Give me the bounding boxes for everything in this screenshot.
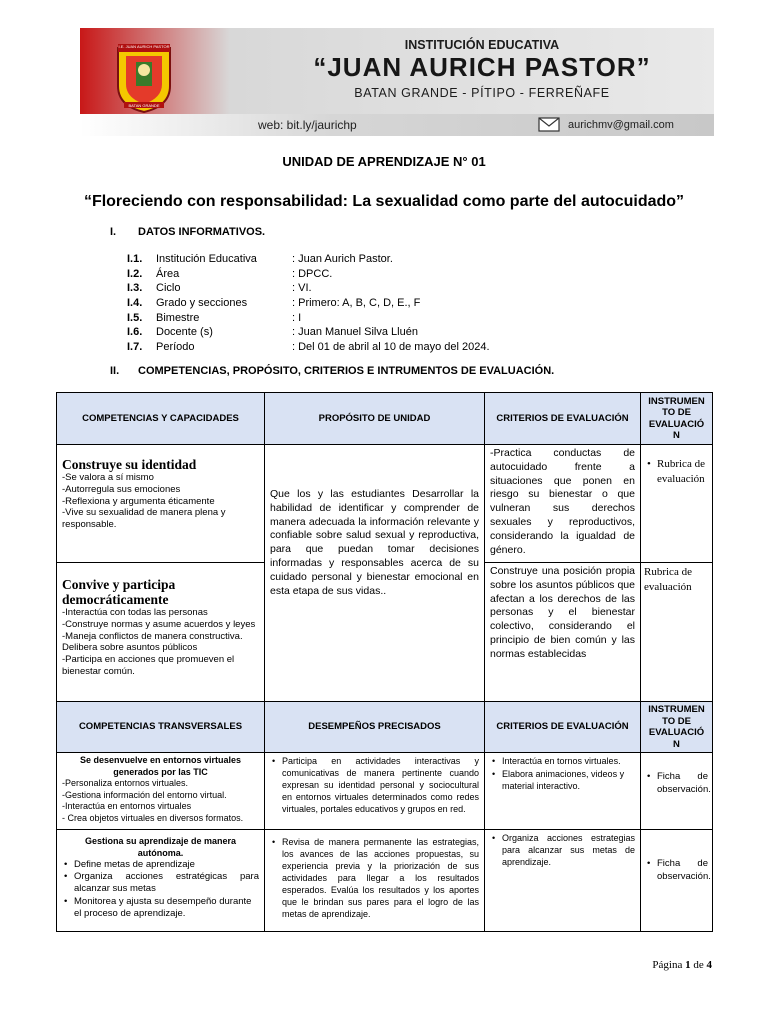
instrument-item: • Ficha de observación.: [645, 771, 708, 796]
table-header-instrument: INSTRUMEN TO DE EVALUACIÓ N: [640, 701, 713, 753]
capacity-item: -Reflexiona y argumenta éticamente: [62, 495, 215, 507]
transversal-competency-cell: [56, 752, 265, 830]
competency-cell: [56, 562, 265, 702]
info-code: I.1.: [127, 253, 143, 265]
website-link[interactable]: web: bit.ly/jaurichp: [258, 118, 357, 132]
info-label: Período: [156, 341, 195, 354]
instrument-item: • Ficha de observación.: [645, 858, 708, 883]
competency-cell: [56, 444, 265, 563]
instrument-cell: Rubrica de evaluación: [640, 562, 713, 702]
unit-purpose-cell: Que los y las estudiantes Desarrollar la habilidad de identificar y comprender de manera adecuada la información relevante y confiable sobre salud sexual y reproductiva, para que puedan tomar decisiones informadas y responsables acerca de su cuidado personal y bienestar emocional en esta etapa de sus vidas..: [264, 444, 485, 702]
info-label: Grado y secciones: [156, 297, 248, 310]
info-list: [127, 253, 490, 356]
performance-item: • Revisa de manera permanente las estrategias, los avances de las acciones propuestas, su experiencia previa y la priorización de sus actividades para llegar a los resultados esperados. Evalúa los resultados y los aportes que le brindan sus pares para el logro de las metas de aprendizaje.: [270, 836, 479, 920]
table-header-transversal: COMPETENCIAS TRANSVERSALES: [56, 701, 265, 753]
section-2-title: COMPETENCIAS, PROPÓSITO, CRITERIOS E INTRUMENTOS DE EVALUACIÓN.: [138, 365, 555, 377]
criteria-cell: Construye una posición propia sobre los asuntos públicos que afectan a los derechos de las personas y el bienestar colectivo, considerando el principio de bien común y las normas establecidas: [484, 562, 641, 702]
info-row: [127, 341, 490, 356]
section-2-heading: [110, 365, 554, 377]
section-1-title: DATOS INFORMATIVOS.: [138, 226, 266, 238]
instrument-item: • Rubrica de evaluación: [645, 457, 708, 486]
institution-label: INSTITUCIÓN EDUCATIVA: [404, 38, 560, 52]
section-2-number: II.: [110, 365, 120, 377]
capacity-item: -Personaliza entornos virtuales.: [62, 778, 189, 788]
performance-cell: [264, 829, 485, 932]
criteria-cell: [484, 829, 641, 932]
criteria-item: • Interactúa en tornos virtuales.: [490, 755, 635, 768]
info-value: : I: [292, 311, 302, 324]
capacity-item: -Vive su sexualidad de manera plena y responsable.: [62, 507, 226, 531]
competencies-table: [56, 392, 713, 932]
capacity-item: - Crea objetos virtuales en diversos formatos.: [62, 812, 244, 823]
table-header-instrument: INSTRUMEN TO DE EVALUACIÓ N: [640, 392, 713, 445]
info-code: I.4.: [127, 297, 143, 310]
capacity-item: -Interactúa con todas las personas: [62, 607, 208, 618]
info-label: Docente (s): [156, 326, 213, 339]
info-value: : Primero: A, B, C, D, E., F: [292, 297, 421, 310]
info-value: : VI.: [292, 282, 312, 295]
criteria-item: • Elabora animaciones, videos y material interactivo.: [490, 768, 635, 793]
instrument-cell: [640, 752, 713, 830]
table-header-purpose: PROPÓSITO DE UNIDAD: [264, 392, 485, 445]
transversal-title: Gestiona su aprendizaje de manera autónoma.: [84, 836, 237, 858]
info-code: I.5.: [127, 311, 143, 324]
info-code: I.7.: [127, 341, 143, 354]
performance-item: • Participa en actividades interactivas y comunicativas de manera pertinente cuando expresan su identidad personal y sociocultural en entornos virtuales determinados como redes virtuales, portales educativos y grupos en red.: [270, 755, 479, 815]
competency-title: Convive y participa democráticamente: [62, 577, 176, 607]
info-label: Ciclo: [156, 282, 181, 295]
info-row: [127, 253, 490, 268]
info-value: : Del 01 de abril al 10 de mayo del 2024.: [292, 341, 490, 354]
email-link[interactable]: aurichmv@gmail.com: [568, 119, 674, 131]
table-header-performance: DESEMPEÑOS PRECISADOS: [264, 701, 485, 753]
transversal-title: Se desenvuelve en entornos virtuales generados por las TIC: [79, 755, 242, 777]
info-label: Área: [156, 267, 180, 280]
footer-prefix: Página: [652, 959, 686, 971]
info-value: : Juan Manuel Silva Lluén: [292, 326, 418, 339]
instrument-cell: [640, 444, 713, 563]
capacity-item: -Interactúa en entornos virtuales: [62, 801, 192, 811]
capacity-item: • Monitorea y ajusta su desempeño durante el proceso de aprendizaje.: [62, 896, 259, 920]
table-header-criteria: CRITERIOS DE EVALUACIÓN: [484, 701, 641, 753]
unit-title: UNIDAD DE APRENDIZAJE N° 01: [282, 154, 486, 169]
capacity-item: -Autorregula sus emociones: [62, 483, 181, 495]
crest-ribbon-text: I.E. JUAN AURICH PASTOR: [118, 44, 170, 49]
crest-bottom-text: BATAN GRANDE: [128, 103, 160, 108]
capacity-item: • Organiza acciones estratégicas para alcanzar sus metas: [62, 871, 259, 895]
institution-name: “JUAN AURICH PASTOR”: [313, 52, 651, 82]
info-code: I.6.: [127, 326, 143, 339]
info-row: [127, 268, 490, 283]
info-row: [127, 312, 490, 327]
criteria-cell: [484, 752, 641, 830]
capacity-item: -Se valora a sí mismo: [62, 472, 154, 483]
page-footer: [652, 959, 712, 971]
info-row: [127, 297, 490, 312]
info-value: : DPCC.: [292, 267, 333, 280]
info-code: I.2.: [127, 267, 143, 280]
info-code: I.3.: [127, 282, 143, 295]
page-number: 1: [685, 959, 691, 971]
page-total: 4: [706, 959, 712, 971]
transversal-competency-cell: [56, 829, 265, 932]
capacity-item: -Maneja conflictos de manera constructiva. Delibera sobre asuntos públicos: [62, 630, 243, 654]
info-value: : Juan Aurich Pastor.: [292, 253, 393, 265]
criteria-item: • Organiza acciones estrategias para alcanzar sus metas de aprendizaje.: [490, 832, 635, 868]
capacity-item: -Gestiona información del entorno virtual.: [62, 789, 227, 800]
section-1-heading: [110, 226, 265, 238]
table-header-competencies: COMPETENCIAS Y CAPACIDADES: [56, 392, 265, 445]
table-header-criteria: CRITERIOS DE EVALUACIÓN: [484, 392, 641, 445]
competency-title: Construye su identidad: [62, 457, 197, 472]
institution-banner: [80, 28, 714, 138]
capacity-item: -Participa en acciones que promueven el bienestar común.: [62, 654, 235, 677]
institution-location: BATAN GRANDE - PÍTIPO - FERREÑAFE: [354, 86, 610, 100]
info-label: Bimestre: [156, 311, 200, 324]
main-title: “Floreciendo con responsabilidad: La sexualidad como parte del autocuidado”: [83, 193, 685, 210]
info-row: [127, 326, 490, 341]
instrument-cell: [640, 829, 713, 932]
criteria-cell: -Practica conductas de autocuidado frente a situaciones que ponen en riesgo su bienestar o que vulneran sus derechos sexuales y reproductivos, considerando la igualdad de género.: [484, 444, 641, 563]
info-label: Institución Educativa: [156, 253, 257, 265]
performance-cell: [264, 752, 485, 830]
info-row: [127, 282, 490, 297]
capacity-item: • Define metas de aprendizaje: [62, 859, 259, 871]
footer-middle: de: [690, 959, 707, 971]
capacity-item: -Construye normas y asume acuerdos y leyes: [62, 618, 256, 630]
mail-icon: [538, 117, 560, 132]
section-1-number: I.: [110, 226, 117, 238]
